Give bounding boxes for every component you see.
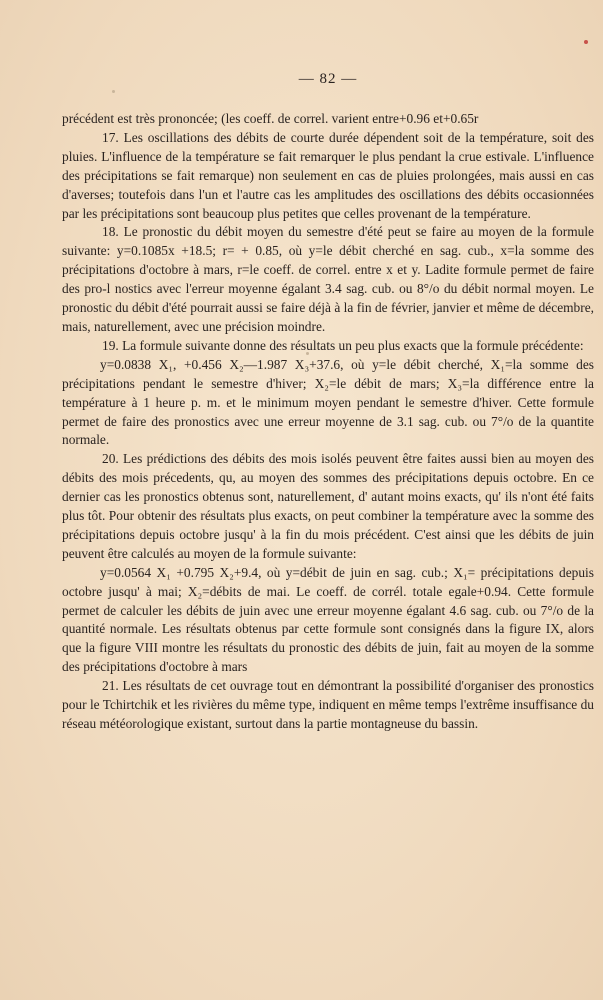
paragraph-20: 20. Les prédictions des débits des mois isolés peuvent être faites aussi bien au moyen des débits des mois précedents, qu, au moyen des sommes des précipitations depuis octobre. En ce dernier cas les pronostics obtenus sont, naturellement, d' autant moins exacts, qu' ils n'ont été faits plus tôt. Pour obtenir des résultats plus exacts, on peut combiner la température avec la somme des précipitations depuis octobre jusqu' à la fin du mois précédent. C'est ainsi que les débits de juin peuvent être calculés au moyen de la formule suivante: — [62, 451, 594, 561]
paragraph-21: 21. Les résultats de cet ouvrage tout en démontrant la possibilité d'organiser des pronostics pour le Tchirtchik et les rivières du même type, indiquent en même temps l'extrême insuffisance du réseau météorologique existant, surtout dans la partie montagneuse du bassin. — [62, 678, 594, 731]
paragraph-16-end: précédent est très prononcée; (les coeff. de correl. varient entre+0.96 et+0.65r — [62, 111, 479, 126]
paragraph-19-formula: y=0.0838 X₁, +0.456 X₂—1.987 X₃+37.6, où y=le débit cherché, X₁=la somme des précipitations pendant le semestre d'hiver; X₂=le débit de mars; X₃=la différence entre la température à 1 heure p. m. et le minimum moyen pendant le semestre d'hiver. Cette formule permet de faire des pronostics avec une erreur moyenne de 3.1 sag. cub. ou 7°/o de la quantite normale. — [62, 356, 594, 448]
paragraph-19: 19. La formule suivante donne des résultats un peu plus exacts que la formule précédente: — [102, 337, 584, 353]
page-number: — 82 — — [298, 71, 358, 87]
paragraph-20-formula: y=0.0564 X₁ +0.795 X₂+9.4, où y=débit de juin en sag. cub.; X₁= précipitations depuis octobre jusqu' à mai; X₂=débits de mai. Le coeff. de corrél. totale egale+0.94. Cette formule permet de calculer les débits de juin avec une erreur moyenne égalant 4.6 sag. cub. ou 7°/o de la quantité normale. Les résultats obtenus par cette formule sont consignés dans la figure IX, alors que la figure VIII montre les résultats du pronostic des débits de juin, fait au moyen de la somme des précipitations d'octobre à mars — [62, 564, 594, 675]
paragraph-17: 17. Les oscillations des débits de courte durée dépendent soit de la température, soit des pluies. L'influence de la température se fait remarquer le plus pendant la crue estivale. L'influence des précipitations se fait remarque) non seulement en cas de pluies prolongées, mais aussi en cas d'averses; toutefois dans l'un et l'autre cas les amplitudes des oscillations des débits occasionnées par les précipitations sont beaucoup plus petites que celles provenant de la température. — [62, 129, 594, 221]
paragraph-18: 18. Le pronostic du débit moyen du semestre d'été peut se faire au moyen de la formule suivante: y=0.1085x +18.5; r= + 0.85, où y=le débit cherché en sag. cub., x=la somme des précipitations d'octobre à mars, r=le coeff. de correl. entre x et y. Ladite formule permet de faire des pro-l nostics avec l'erreur moyenne égalant 3.4 sag. cub. ou 8°/o du débit normal moyen. Le pronostic du débit d'été pourrait aussi se faire déjà à la fin de février, janvier et même de décembre, mais, naturellement, avec une précision moindre. — [62, 224, 594, 334]
document-page — [62, 66, 594, 734]
ink-spot — [584, 40, 588, 44]
